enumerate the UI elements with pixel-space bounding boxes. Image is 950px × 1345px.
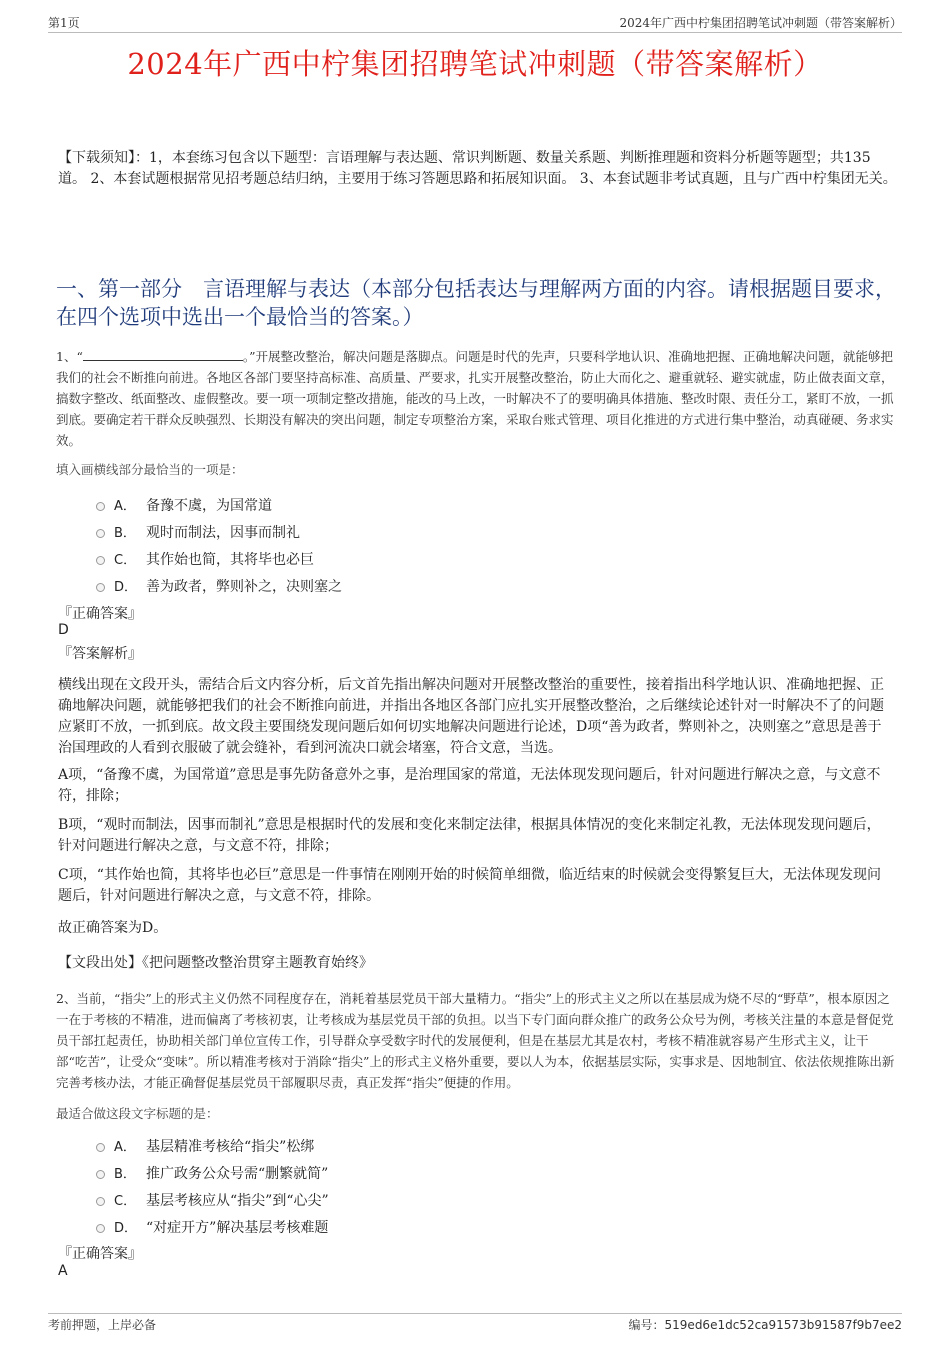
radio-icon[interactable] [96,1170,105,1179]
question-1-prompt: 填入画横线部分最恰当的一项是： [56,462,244,477]
page-header [48,14,902,33]
question-1-prefix: 1、“ [56,349,83,364]
option-b[interactable]: B． 观时而制法，因事而制礼 [96,520,796,547]
footer-code: 编号：519ed6e1dc52ca91573b91587f9b7ee2 [628,1318,902,1332]
analysis-paragraph: B项，“观时而制法，因事而制礼”意思是根据时代的发展和变化来制定法律，根据具体情况的变化来制定礼教，无法体现发现问题后，针对问题进行解决之意，与文意不符，排除； [58,817,881,854]
fill-blank [83,348,243,361]
question-1-body: 。”开展整改整治，解决问题是落脚点。问题是时代的先声，只要科学地认识、准确地把握、正确地解决问题，就能够把我们的社会不断推向前进。各地区各部门要坚持高标准、高质量、严要求，扎实开展整改整治，防止大而化之、避重就轻、避实就虚，防止做表面文章，搞数字整改、纸面整改、虚假整改。要一项一项制定整改措施，能改的马上改，一时解决不了的要明确具体措施、整改时限、责任分工，紧盯不放，一抓到底。要确定若干群众反映强烈、长期没有解决的突出问题，制定专项整治方案，采取台账式管理、项目化推进的方式进行集中整治，动真碰硬、务求实效。 [56,349,894,448]
radio-icon[interactable] [96,1143,105,1152]
radio-icon[interactable] [96,556,105,565]
section-heading: 一、第一部分 言语理解与表达（本部分包括表达与理解两方面的内容。请根据题目要求，在四个选项中选出一个最恰当的答案。） [56,277,896,329]
source-citation: 【文段出处】《把问题整改整治贯穿主题教育始终》 [58,955,373,971]
analysis-paragraph: 横线出现在文段开头，需结合后文内容分析，后文首先指出解决问题对开展整改整治的重要性，接着指出科学地认识、准确地把握、正确地解决问题，就能够把我们的社会不断推向前进，并指出各地区各部门应扎实开展整改整治，之后继续论述针对一时解决不了的问题应紧盯不放，一抓到底。故文段主要围绕发现问题后如何切实地解决问题进行论述，D项“善为政者，弊则补之，决则塞之”意思是善于治国理政的人看到衣服破了就会缝补，看到河流决口就会堵塞，符合文意，当选。 [58,677,884,756]
question-1-options [96,493,796,601]
option-b[interactable]: B． 推广政务公众号需“删繁就简” [96,1161,796,1188]
question-1-stem [56,346,898,451]
question-2-prompt: 最适合做这段文字标题的是： [56,1106,219,1121]
radio-icon[interactable] [96,502,105,511]
document-title: 2024年广西中柠集团招聘笔试冲刺题（带答案解析） [127,47,823,81]
radio-icon[interactable] [96,1224,105,1233]
radio-icon[interactable] [96,1197,105,1206]
analysis-paragraph: A项，“备豫不虞，为国常道”意思是事先防备意外之事，是治理国家的常道，无法体现发现问题后，针对问题进行解决之意，与文意不符，排除； [58,767,881,804]
option-d[interactable]: D． “对症开方”解决基层考核难题 [96,1215,796,1242]
question-2-stem: 2、当前，“指尖”上的形式主义仍然不同程度存在，消耗着基层党员干部大量精力。“指尖”上的形式主义之所以在基层成为烧不尽的“野草”，根本原因之一在于考核的不精准，进而偏离了考核初衷，让考核成为基层党员干部的负担。以当下专门面向群众推广的政务公众号为例，考核关注量的本意是督促党员干部扛起责任，协助相关部门单位宣传工作，引导群众享受数字时代的发展便利，但是在基层尤其是农村，考核不精准就容易产生形式主义，让干部“吃苦”，让受众“变味”。所以精准考核对于消除“指尖”上的形式主义格外重要，要以人为本，依据基层实际，实事求是、因地制宜、依法依规推陈出新完善考核办法，才能正确督促基层党员干部履职尽责，真正发挥“指尖”便捷的作用。 [56,991,895,1090]
answer-label: 『正确答案』 [58,606,142,622]
download-notice: 【下载须知】：1，本套练习包含以下题型：言语理解与表达题、常识判断题、数量关系题、判断推理题和资料分析题等题型；共135道。 2、本套试题根据常见招考题总结归纳，主要用于练习答题思路和拓展知识面。 3、本套试题非考试真题，且与广西中柠集团无关。 [58,150,897,187]
answer-value: A [58,1263,68,1279]
option-c[interactable]: C． 基层考核应从“指尖”到“心尖” [96,1188,796,1215]
option-c[interactable]: C． 其作始也简，其将毕也必巨 [96,547,796,574]
radio-icon[interactable] [96,583,105,592]
page-footer [48,1313,902,1332]
header-doc-title: 2024年广西中柠集团招聘笔试冲刺题（带答案解析） [619,16,902,30]
radio-icon[interactable] [96,529,105,538]
answer-label: 『正确答案』 [58,1246,142,1262]
question-2-options [96,1134,796,1242]
analysis-paragraph: C项，“其作始也简，其将毕也必巨”意思是一件事情在刚刚开始的时候简单细微，临近结束的时候就会变得繁复巨大，无法体现发现问题后，针对问题进行解决之意，与文意不符，排除。 [58,867,882,904]
page-number: 第1页 [48,16,80,30]
analysis-label: 『答案解析』 [58,646,142,662]
option-a[interactable]: A． 基层精准考核给“指尖”松绑 [96,1134,796,1161]
answer-value: D [58,622,69,638]
footer-slogan: 考前押题，上岸必备 [48,1318,157,1332]
analysis-conclusion: 故正确答案为D。 [58,920,168,936]
option-d[interactable]: D． 善为政者，弊则补之，决则塞之 [96,574,796,601]
option-a[interactable]: A． 备豫不虞，为国常道 [96,493,796,520]
